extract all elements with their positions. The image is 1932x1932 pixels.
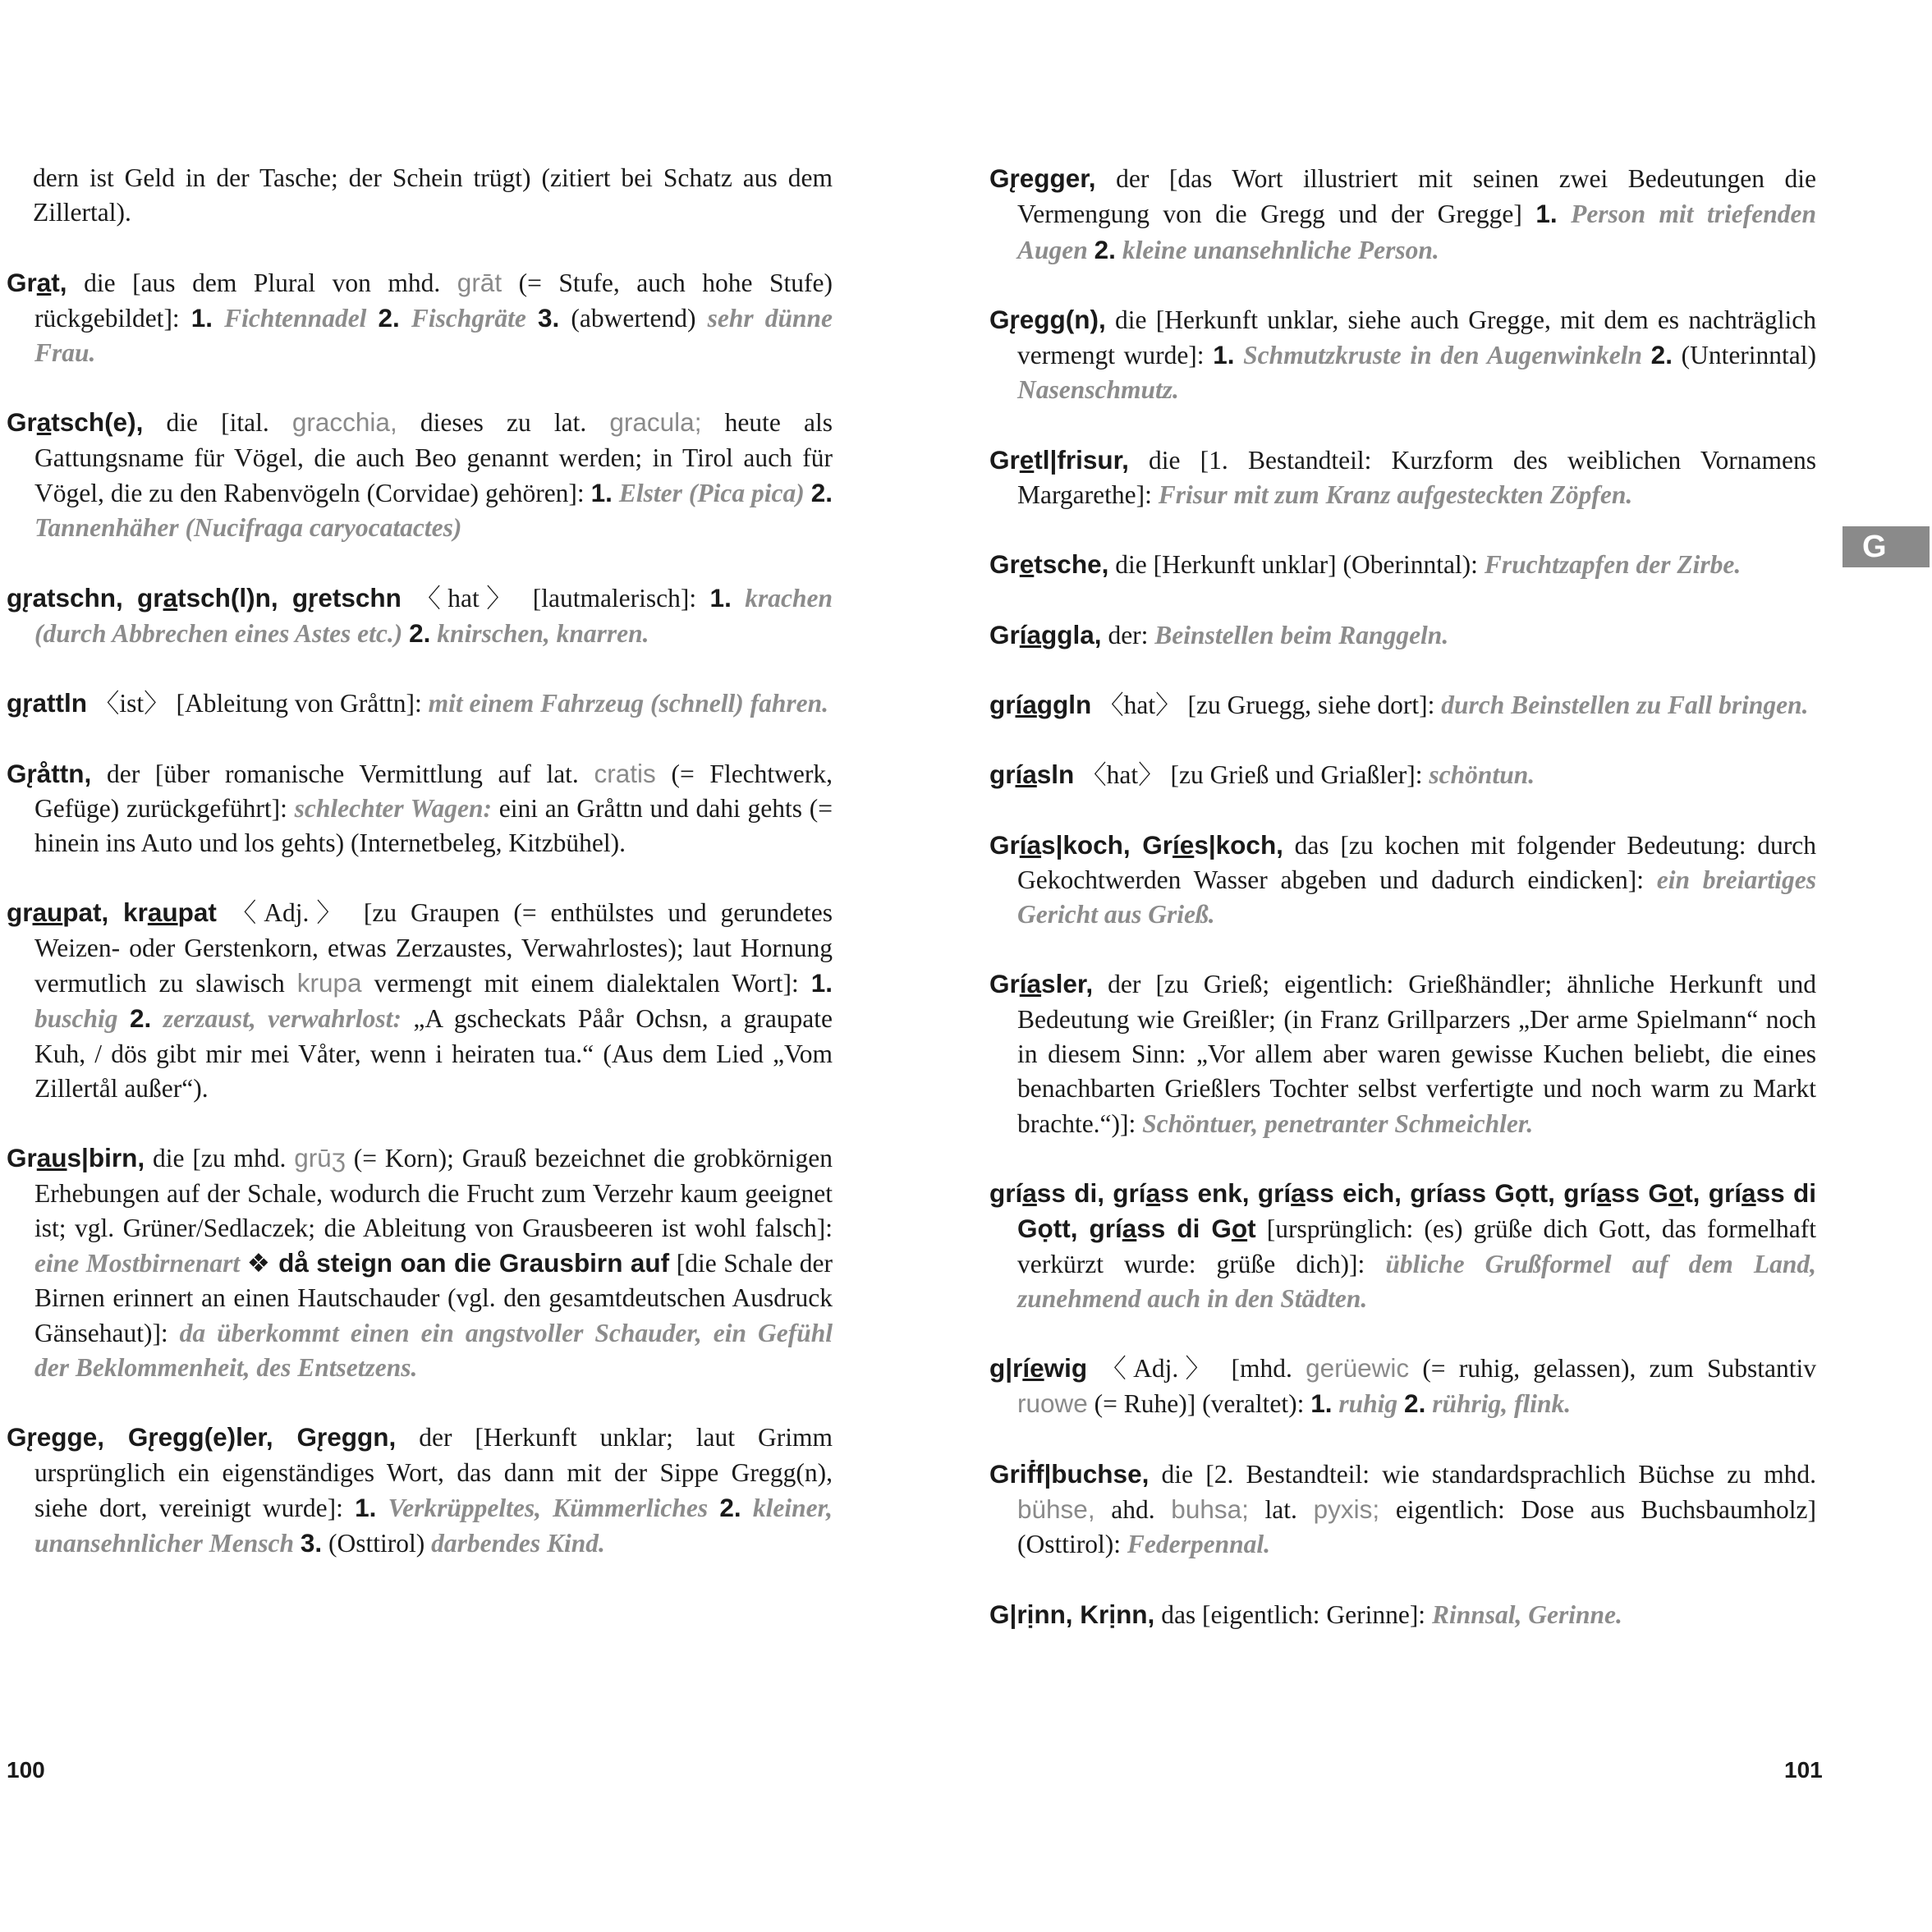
entry-continuation: dern ist Geld in der Tasche; der Schein trügt) (zitiert bei Schatz aus dem Zillertal).	[33, 163, 833, 227]
entry-gratsch: Gratsch(e), die [ital. gracchia, dieses zu lat. gracula; heute als Gattungsname für Vögel, die auch Beo genannt werden; in Tirol auch für Vögel, die zu den Rabenvögeln (Corvidae) gehören]: 1. Elster (Pica pica) 2. Tannenhäher (Nucifraga caryocatactes)	[7, 407, 833, 543]
entry-gretsche: Gretsche, die [Herkunft unklar] (Oberinntal): Fruchtzapfen der Zirbe.	[989, 549, 1742, 580]
page-number-right: 101	[1784, 1757, 1823, 1783]
thumb-index-tab: G	[1843, 526, 1930, 567]
entry-grattn: Gr̨åttn, der [über romanische Vermittlung auf lat. cratis (= Flechtwerk, Gefüge) zurückgeführt]: schlechter Wagen: eini an Gråttn und dahi gehts (= hinein ins Auto und los gehts) (Internetbeleg, Kitzbühel).	[7, 758, 833, 858]
entry-graupat: graupat, kraupat 〈Adj.〉 [zu Graupen (= enthülstes und gerundetes Weizen- oder Gerstenkorn, etwas Zerzaustes, Verwahrlostes); laut Hornung vermutlich zu slawisch krupa vermengt mit einem dialektalen Wort]: 1. buschig 2. zerzaust, verwahrlost: „A gscheckats Påår Ochsn, a graupate Kuh, / dös gibt mir mei Våter, wenn i heiraten tua.“ (Aus dem Lied „Vom Zillertål außer“).	[7, 897, 833, 1103]
entry-gregge: Gr̨egge, Gr̨egg(e)ler, Gr̨eggn, der [Herkunft unklar; laut Grimm ursprünglich ein eigenständiges Wort, das dann mit der Sippe Gregg(n), siehe dort, vereinigt wurde]: 1. Verkrüppeltes, Kümmerliches 2. kleiner, unansehnlicher Mensch 3. (Osttirol) darbendes Kind.	[7, 1422, 833, 1558]
entry-griaggla: Gríaggla, der: Beinstellen beim Ranggeln.	[989, 619, 1449, 649]
entry-griasler: Gríasler, der [zu Grieß; eigentlich: Grießhändler; ähnliche Herkunft und Bedeutung wie Greißler; (in Franz Grillparzers „Der arme Spielmann“ noch in diesem Sinn: „Vor allem aber waren gewisse Kuchen beliebt, die eines benachbarten Grießlers Tochter selbst verfertigte und noch warm zu Markt brachte.“)]: Schöntuer, penetranter Schmeichler.	[989, 969, 1816, 1138]
entry-grat: Grat, die [aus dem Plural von mhd. grāt (= Stufe, auch hohe Stufe) rückgebildet]: 1. Fichtennadel 2. Fischgräte 3. (abwertend) sehr dünne Frau.	[7, 267, 833, 368]
entry-griffbuchse: Griḟf|buchse, die [2. Bestandteil: wie standardsprachlich Büchse zu mhd. bühse, ahd. buhsa; lat. pyxis; eigentlich: Dose aus Buchsbaumholz] (Osttirol): Federpennal.	[989, 1458, 1816, 1559]
entry-gregger: Gr̨egger, der [das Wort illustriert mit seinen zwei Bedeutungen die Vermengung von die Gregg und der Gregge] 1. Person mit triefenden Augen 2. kleine unansehnliche Person.	[989, 163, 1817, 264]
entry-grinn: G|rịnn, Krịnn, das [eigentlich: Gerinne]: Rinnsal, Gerinne.	[989, 1599, 1622, 1629]
entry-griewig: g|ríewig 〈Adj.〉 [mhd. gerüewic (= ruhig, gelassen), zum Substantiv ruowe (= Ruhe)] (veraltet): 1. ruhig 2. rührig, flink.	[989, 1353, 1816, 1419]
right-page-column	[989, 161, 1816, 1667]
entry-griaggln: gríaggln 〈hat〉 [zu Gruegg, siehe dort]: durch Beinstellen zu Fall bringen.	[989, 689, 1809, 719]
entry-grattln: gr̨attln 〈ist〉 [Ableitung von Gråttn]: mit einem Fahrzeug (schnell) fahren.	[7, 688, 828, 718]
entry-griasln: gríasln 〈hat〉 [zu Grieß und Griaßler]: schöntun.	[989, 759, 1535, 790]
entry-grausbirn: Graus|birn, die [zu mhd. grūʒ (= Korn); Grauß bezeichnet die grobkörnigen Erhebungen auf der Schale, wodurch die Frucht zum Verzehr kaum geeignet ist; vgl. Grüner/Sedlaczek; die Ableitung von Grausbeeren ist wohl falsch]: eine Mostbirnenart ❖ då steign oan die Grausbirn auf [die Schale der Birnen erinnert an einen Hautschauder (vgl. den gesamtdeutschen Ausdruck Gänsehaut)]: da überkommt einen ein angstvoller Schauder, ein Gefühl der Beklommenheit, des Entsetzens.	[7, 1143, 833, 1383]
entry-gratschn: gr̨atschn, gratsch(l)n, gr̨etschn 〈hat〉 [lautmalerisch]: 1. krachen (durch Abbrechen eines Astes etc.) 2. knirschen, knarren.	[7, 582, 833, 648]
entry-griass-di: gríass di, gríass enk, gríass eich, gríass Gọtt, gríass Got, gríass di Gọtt, gríass di Got [ursprünglich: (es) grüße dich Gott, das formelhaft verkürzt wurde: grüße dich)]: übliche Grußformel auf dem Land, zunehmend auch in den Städten.	[989, 1177, 1816, 1313]
entry-griaskoch: Grías|koch, Gríes|koch, das [zu kochen mit folgender Bedeutung: durch Gekochtwerden Wasser abgeben und dadurch eindicken]: ein breiartiges Gericht aus Grieß.	[989, 829, 1816, 929]
page-number-left: 100	[7, 1757, 45, 1783]
left-page-column	[7, 161, 833, 1596]
entry-greggn: Gr̨egg(n), die [Herkunft unklar, siehe auch Gregge, mit dem es nachträglich vermengt wurde]: 1. Schmutzkruste in den Augenwinkeln 2. (Unterinntal) Nasenschmutz.	[989, 304, 1817, 405]
entry-gretlfrisur: Gretl|frisur, die [1. Bestandteil: Kurzform des weiblichen Vornamens Margarethe]: Frisur mit zum Kranz aufgesteckten Zöpfen.	[989, 444, 1816, 510]
